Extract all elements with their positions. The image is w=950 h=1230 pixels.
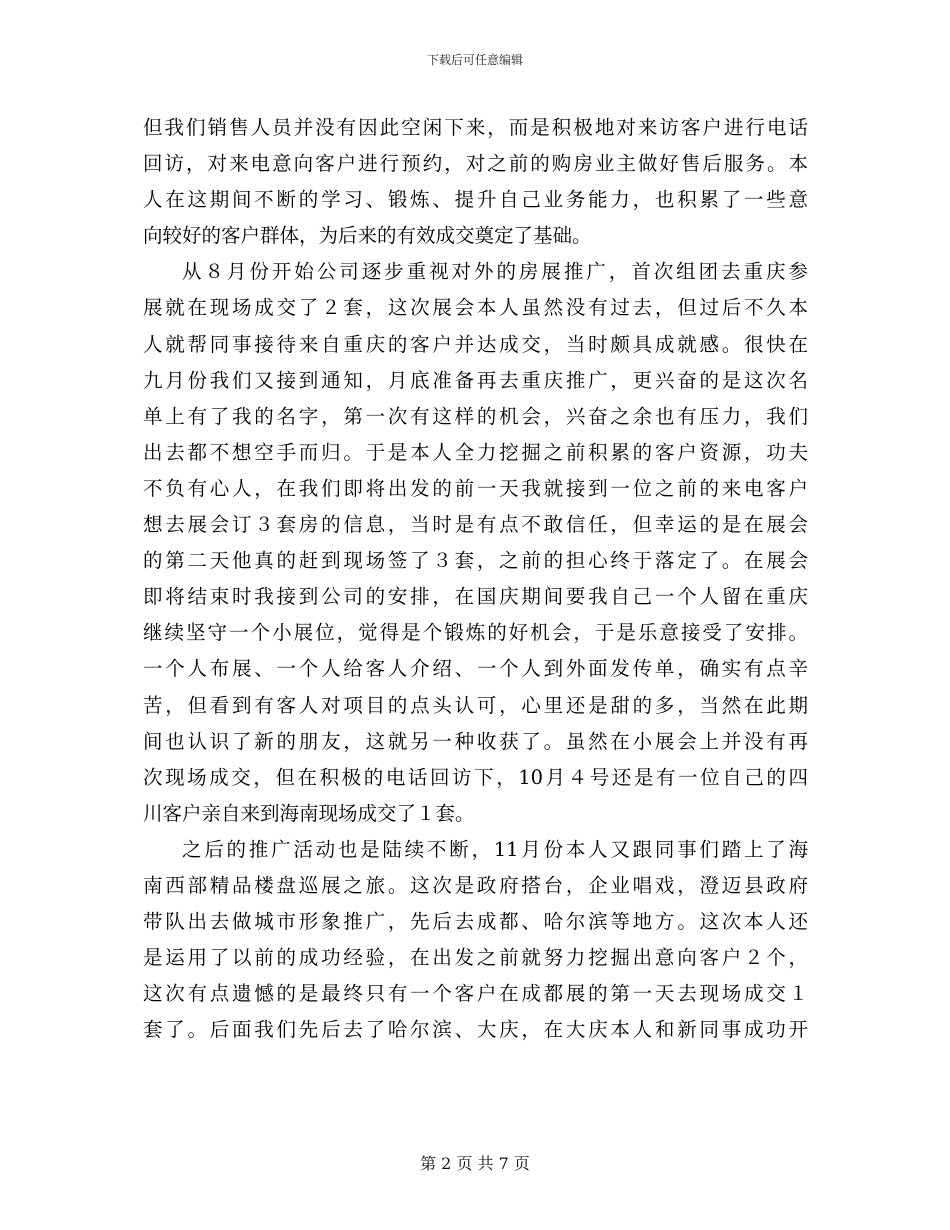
text-line: 人就帮同事接待来自重庆的客户并达成交，当时颇具成就感。很快在 — [143, 332, 808, 356]
text-line: 想去展会订３套房的信息，当时是有点不敢信任，但幸运的是在展会 — [143, 513, 808, 537]
text-line: 单上有了我的名字，第一次有这样的机会，兴奋之余也有压力，我们 — [143, 404, 808, 428]
text-line: 出去都不想空手而归。于是本人全力挖掘之前积累的客户资源，功夫 — [143, 440, 808, 464]
document-body — [143, 110, 808, 1048]
text-line: 的第二天他真的赶到现场签了３套，之前的担心终于落定了。在展会 — [143, 549, 808, 573]
text-line: 从８月份开始公司逐步重视对外的房展推广，首次组团去重庆参 — [182, 260, 808, 284]
text-line: 套了。后面我们先后去了哈尔滨、大庆，在大庆本人和新同事成功开 — [143, 1018, 808, 1042]
text-line: 人在这期间不断的学习、锻炼、提升自己业务能力，也积累了一些意 — [143, 188, 808, 212]
text-line: 南西部精品楼盘巡展之旅。这次是政府搭台，企业唱戏，澄迈县政府 — [143, 873, 808, 897]
text-line: 展就在现场成交了２套，这次展会本人虽然没有过去，但过后不久本 — [143, 296, 808, 320]
text-line: 一个人布展、一个人给客人介绍、一个人到外面发传单，确实有点辛 — [143, 657, 808, 681]
text-line: 回访，对来电意向客户进行预约，对之前的购房业主做好售后服务。本 — [143, 152, 808, 176]
text-line: 向较好的客户群体，为后来的有效成交奠定了基础。 — [143, 224, 592, 248]
text-line: 即将结束时我接到公司的安排，在国庆期间要我自己一个人留在重庆 — [143, 585, 808, 609]
text-line: 川客户亲自来到海南现场成交了１套。 — [143, 801, 475, 825]
text-line: 次现场成交，但在积极的电话回访下，10月４号还是有一位自己的四 — [143, 765, 808, 789]
page-header-note: 下载后可任意编辑 — [426, 53, 523, 67]
page-number: 第 2 页 共 7 页 — [420, 1154, 530, 1173]
text-line: 是运用了以前的成功经验，在出发之前就努力挖掘出意向客户２个， — [143, 946, 808, 970]
text-line: 苦，但看到有客人对项目的点头认可，心里还是甜的多，当然在此期 — [143, 693, 808, 717]
text-line: 九月份我们又接到通知，月底准备再去重庆推广，更兴奋的是这次名 — [143, 368, 808, 392]
text-line: 不负有心人，在我们即将出发的前一天我就接到一位之前的来电客户 — [143, 476, 808, 500]
text-line: 之后的推广活动也是陆续不断，11月份本人又跟同事们踏上了海 — [182, 837, 808, 861]
text-line: 带队出去做城市形象推广，先后去成都、哈尔滨等地方。这次本人还 — [143, 910, 808, 934]
text-line: 继续坚守一个小展位，觉得是个锻炼的好机会，于是乐意接受了安排。 — [143, 621, 808, 645]
text-line: 但我们销售人员并没有因此空闲下来，而是积极地对来访客户进行电话 — [143, 116, 808, 139]
text-line: 间也认识了新的朋友，这就另一种收获了。虽然在小展会上并没有再 — [143, 729, 808, 753]
text-line: 这次有点遗憾的是最终只有一个客户在成都展的第一天去现场成交１ — [143, 982, 808, 1006]
